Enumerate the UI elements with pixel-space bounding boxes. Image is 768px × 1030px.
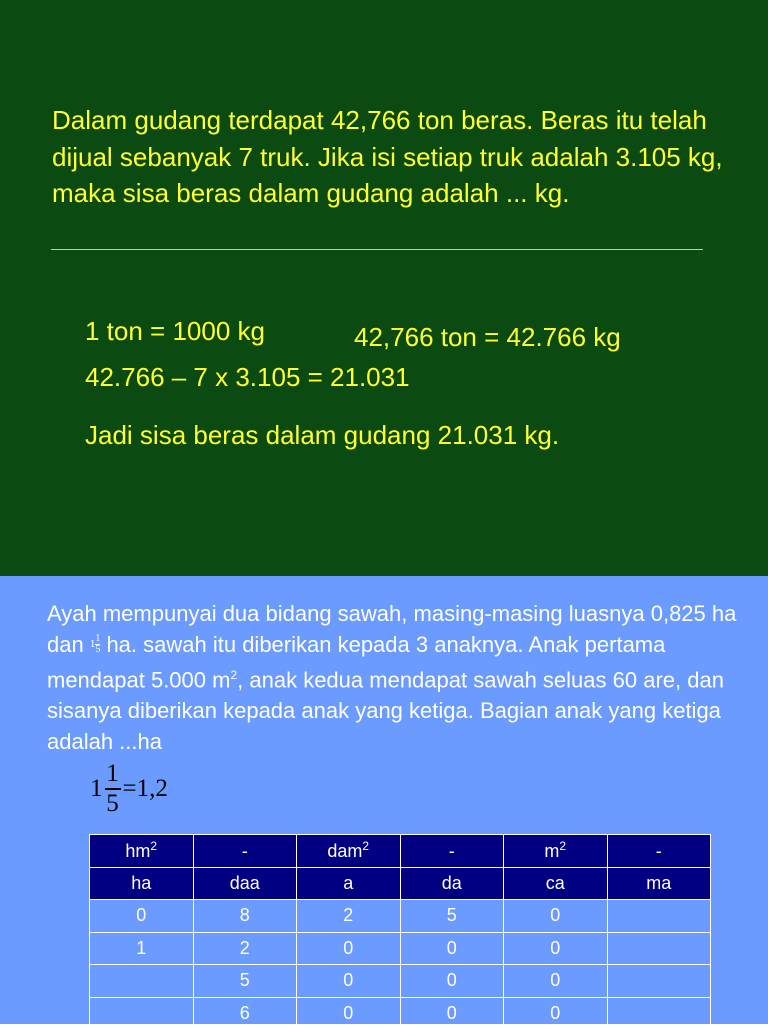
header-cell: $hm^2$ [90,835,194,868]
header-cell: $m^2$ [504,835,608,868]
question-text-part-3: , anak kedua mendapat sawah seluas 60 are, dan sisanya diberikan kepada anak yang ketiga. Bagian anak yang ketiga adalah ...ha [47,667,724,755]
table-row [90,900,711,933]
table-cell [607,932,711,965]
table-cell: 0 [504,900,608,933]
problem-1-answer: Jadi sisa beras dalam gudang 21.031 kg. [85,420,560,450]
problem-2-question [47,598,767,757]
table-cell: 5 [193,965,297,998]
table-cell: 0 [297,997,401,1030]
header-cell: - [607,835,711,868]
table-cell [90,997,194,1030]
unit-conversion-table [89,834,711,1030]
table-cell: 0 [297,932,401,965]
header-cell: dam$^2$ [297,835,401,868]
inline-mixed-fraction [90,634,101,655]
mixed-fraction [105,760,121,818]
table-cell: 2 [297,900,401,933]
table-cell [607,900,711,933]
table-row [90,997,711,1030]
fraction-whole: 1 [89,637,96,650]
header-cell: ca [504,867,608,900]
table-cell: 0 [90,900,194,933]
calculation-step: 42.766 – 7 x 3.105 = 21.031 [85,362,410,392]
table-cell: 0 [504,932,608,965]
table-cell [90,965,194,998]
conversion-step: 1 ton = 1000 kg [85,316,265,346]
table-cell: 0 [504,965,608,998]
header-cell: ma [607,867,711,900]
table-row [90,965,711,998]
square-exponent: 2 [230,668,238,682]
fraction-numerator: 1 [95,632,101,644]
header-cell: da [400,867,504,900]
mixed-denominator: 5 [106,789,119,817]
mixed-rhs: =1,2 [122,774,168,802]
header-cell: daa [193,867,297,900]
mixed-numerator: 1 [106,760,119,787]
table-header-row-units [90,835,711,868]
divider-line [51,249,703,250]
table-row [90,932,711,965]
question-text-part-2: ha. sawah itu diberikan kepada 3 anaknya. Anak pertama mendapat 5.000 m [47,632,666,693]
table-cell: 0 [297,965,401,998]
header-cell: - [193,835,297,868]
problem-1-question: Dalam gudang terdapat 42,766 ton beras. Beras itu telah dijual sebanyak 7 truk. Jika isi setiap truk adalah 3.105 kg, maka sisa beras dalam gudang adalah ... kg. [52,105,723,208]
header-cell: a [297,867,401,900]
table-cell: 6 [193,997,297,1030]
table-cell: 0 [400,932,504,965]
table-cell: 0 [400,965,504,998]
table-cell [607,965,711,998]
table-cell [607,997,711,1030]
header-cell: - [400,835,504,868]
table-cell: 1 [90,932,194,965]
table-cell: 2 [193,932,297,965]
mixed-fraction-equation [90,760,168,818]
fraction-denominator: 5 [95,643,101,655]
table-cell: 5 [400,900,504,933]
table-cell: 8 [193,900,297,933]
table-header-row-labels [90,867,711,900]
mixed-whole: 1 [90,774,103,802]
table-cell: 0 [504,997,608,1030]
question-text-part-1: Ayah mempunyai dua bidang sawah, masing-masing luasnya 0,825 ha dan [47,601,737,657]
table-cell: 0 [400,997,504,1030]
conversion-result: 42,766 ton = 42.766 kg [354,322,621,352]
header-cell: ha [90,867,194,900]
